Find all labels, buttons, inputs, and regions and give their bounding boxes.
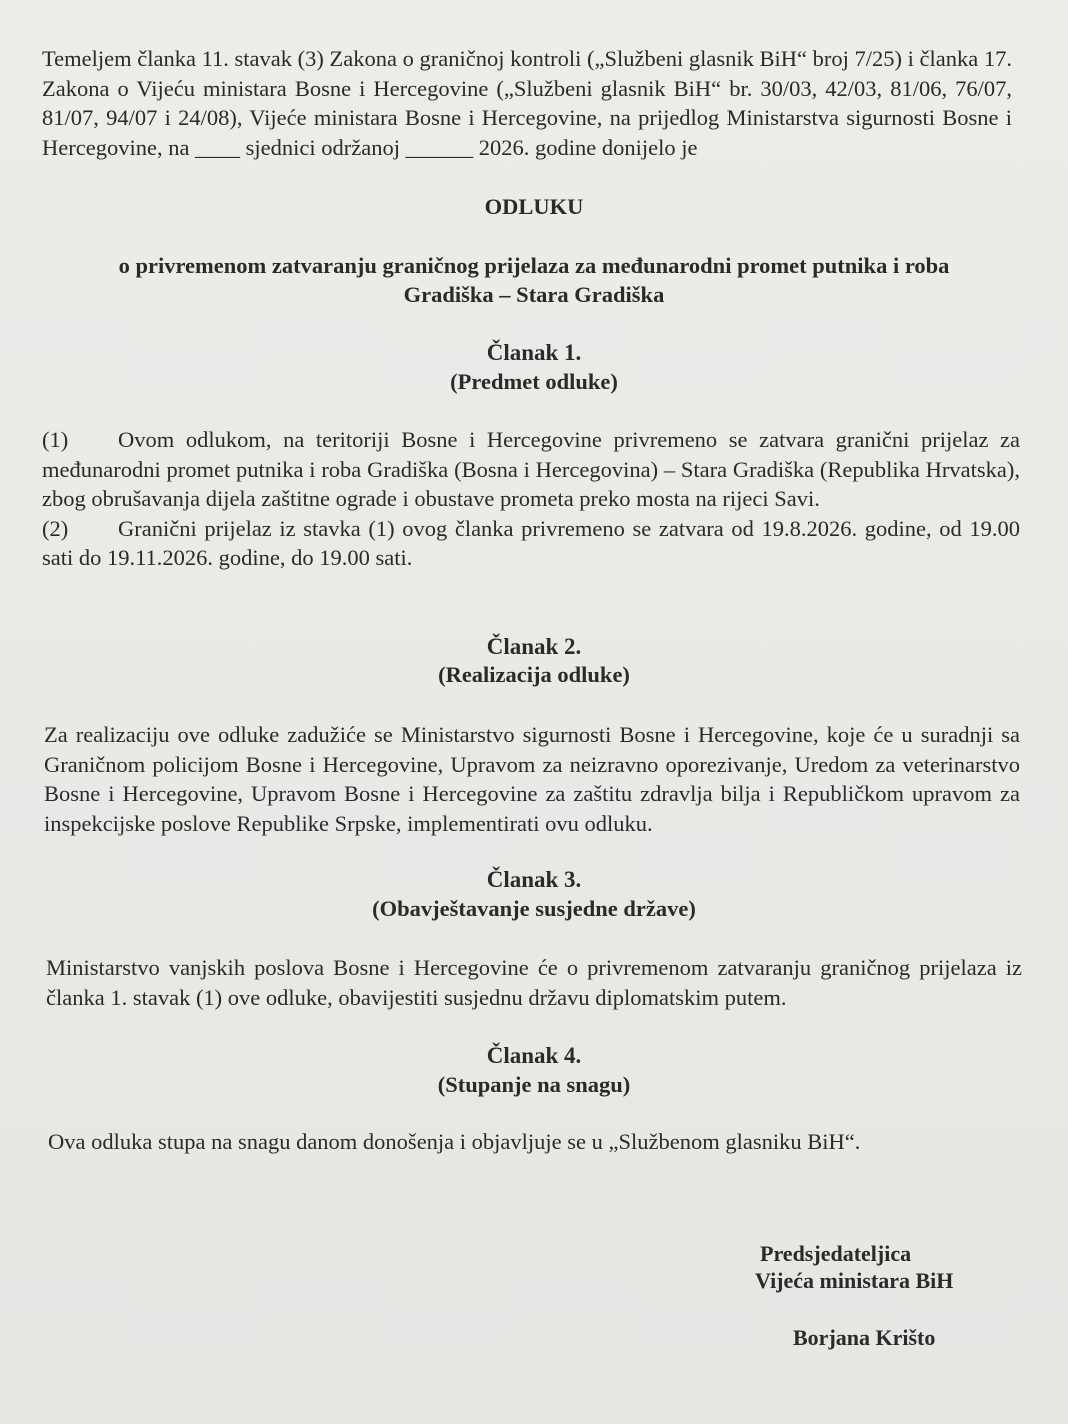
- preamble: Temeljem članka 11. stavak (3) Zakona o graničnoj kontroli („Službeni glasnik BiH“ broj 7/25) i članka 17. Zakona o Vijeću ministara Bosne i Hercegovine („Službeni glasnik BiH“ br. 30/03, 42/03, 81/06, 76/07, 81/07, 94/07 i 24/08), Vijeće ministara Bosne i Hercegovine, na prijedlog Ministarstva sigurnosti Bosne i Hercegovine, na ____ sjednici održanoj ______ 2026. godine donijelo je: [42, 46, 1012, 160]
- decision-subject-line-1: o privremenom zatvaranju graničnog prijelaza za međunarodni promet putnika i roba: [118, 253, 950, 278]
- signatory-name: Borjana Krišto: [793, 1325, 936, 1350]
- article-1-subheading: (Predmet odluke): [450, 369, 618, 394]
- paragraph-text: Granični prijelaz iz stavka (1) ovog članka privremeno se zatvara od 19.8.2026. godine, od 19.00 sati do 19.11.2026. godine, do 19.00 sati.: [42, 515, 1020, 570]
- article-4-subheading: (Stupanje na snagu): [437, 1072, 631, 1097]
- article-1-body: [42, 425, 1020, 573]
- article-1-heading: Članak 1.: [486, 340, 582, 365]
- signature-title-line-2: Vijeća ministara BiH: [755, 1268, 954, 1293]
- article-3-body: Ministarstvo vanjskih poslova Bosne i Hercegovine će o privremenom zatvaranju graničnog prijelaza iz članka 1. stavak (1) ove odluke, obavijestiti susjednu državu diplomatskim putem.: [46, 955, 1022, 1010]
- decision-title: ODLUKU: [484, 194, 584, 219]
- article-2-subheading: (Realizacija odluke): [438, 662, 630, 687]
- article-3-subheading: (Obavještavanje susjedne države): [372, 896, 696, 921]
- article-2-body: Za realizaciju ove odluke zadužiće se Ministarstvo sigurnosti Bosne i Hercegovine, koje će u suradnji sa Graničnom policijom Bosne i Hercegovine, Upravom za neizravno oporezivanje, Uredom za veterinarstvo Bosne i Hercegovine, Upravom Bosne i Hercegovine za zaštitu zdravlja bilja i Republičkom upravom za inspekcijske poslove Republike Srpske, implementirati ovu odluku.: [44, 722, 1020, 836]
- article-2-heading: Članak 2.: [486, 634, 582, 659]
- paragraph-number: (1): [42, 427, 69, 452]
- paragraph-number: (2): [42, 515, 69, 541]
- article-4-heading: Članak 4.: [486, 1043, 582, 1068]
- article-4-body: Ova odluka stupa na snagu danom donošenja i objavljuje se u „Službenom glasniku BiH“.: [48, 1129, 861, 1154]
- paragraph-text: Ovom odlukom, na teritoriji Bosne i Hercegovine privremeno se zatvara granični prijelaz za međunarodni promet putnika i roba Gradiška (Bosna i Hercegovina) – Stara Gradiška (Republika Hrvatska), zbog obrušavanja dijela zaštitne ograde i obustave prometa preko mosta na rijeci Savi.: [42, 427, 1020, 511]
- decision-subject-line-2: Gradiška – Stara Gradiška: [403, 282, 665, 307]
- article-1-paragraph-1: [42, 425, 1020, 514]
- signature-title-line-1: Predsjedateljica: [760, 1241, 912, 1266]
- article-3-heading: Članak 3.: [486, 867, 582, 892]
- article-1-paragraph-2: [42, 514, 1020, 573]
